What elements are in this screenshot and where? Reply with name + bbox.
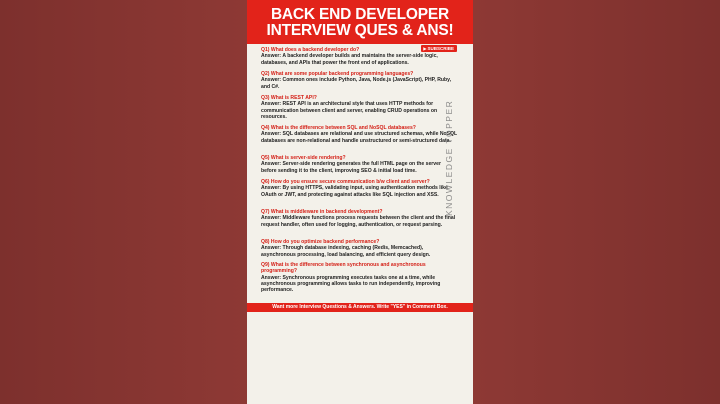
question-9: Q9) What is the difference between synchronous and asynchronous programming? [261,262,426,275]
question-4: Q4) What is the difference between SQL and NoSQL databases? [261,125,416,131]
qa-item-8 [261,239,457,258]
answer-7: Answer: Middleware functions process requests between the client and the final request handler, often used for logging, authentication, or request parsing. [261,215,456,228]
channel-watermark: KNOWLEDGE TOPPER [444,99,454,216]
question-8: Q8) How do you optimize backend performance? [261,239,380,245]
answer-4: Answer: SQL databases are relational and use structured schemas, while NoSQL databases are non-relational and handle unstructured or semi-structured data. [261,131,457,144]
qa-item-6 [261,179,457,198]
question-3: Q3) What is REST API? [261,95,317,101]
qa-item-1 [261,47,457,66]
answer-8: Answer: Through database indexing, caching (Redis, Memcached), asynchronous processing, load balancing, and efficient query design. [261,245,431,258]
footer-banner: Want more Interview Questions & Answers. Write "YES" in Comment Box. [247,303,473,312]
question-5: Q5) What is server-side rendering? [261,155,346,161]
qa-item-7 [261,209,457,228]
title-line-2: INTERVIEW QUES & ANS! [266,22,454,39]
answer-6: Answer: By using HTTPS, validating input, using authentication methods like OAuth or JWT, and protecting against attacks like SQL injection and XSS. [261,185,448,198]
title-line-1: BACK END DEVELOPER [270,6,450,23]
shorts-card [247,0,473,404]
play-icon: ▶ [423,46,427,51]
answer-5: Answer: Server-side rendering generates the full HTML page on the server before sending it to the client, improving SEO & initial load time. [261,161,441,174]
answer-3: Answer: REST API is an architectural style that uses HTTP methods for communication between client and server, enabling CRUD operations on resources. [261,101,438,120]
answer-1: Answer: A backend developer builds and maintains the server-side logic, databases, and APIs that power the front end of applications. [261,53,438,66]
title-banner [247,0,473,44]
qa-item-9 [261,262,457,293]
question-7: Q7) What is middleware in backend development? [261,209,383,215]
qa-item-4 [261,125,457,144]
qa-item-5 [261,155,457,174]
subscribe-label: SUBSCRIBE [427,46,454,51]
qa-item-2 [261,71,457,90]
question-6: Q6) How do you ensure secure communication b/w client and server? [261,179,430,185]
qa-item-3 [261,95,457,120]
answer-9: Answer: Synchronous programming executes tasks one at a time, while asynchronous programming allows tasks to run independently, improving performance. [261,274,441,294]
answer-2: Answer: Common ones include Python, Java, Node.js (JavaScript), PHP, Ruby, and C#. [261,77,452,90]
question-1: Q1) What does a backend developer do? [261,47,360,53]
question-2: Q2) What are some popular backend programming languages? [261,71,414,77]
